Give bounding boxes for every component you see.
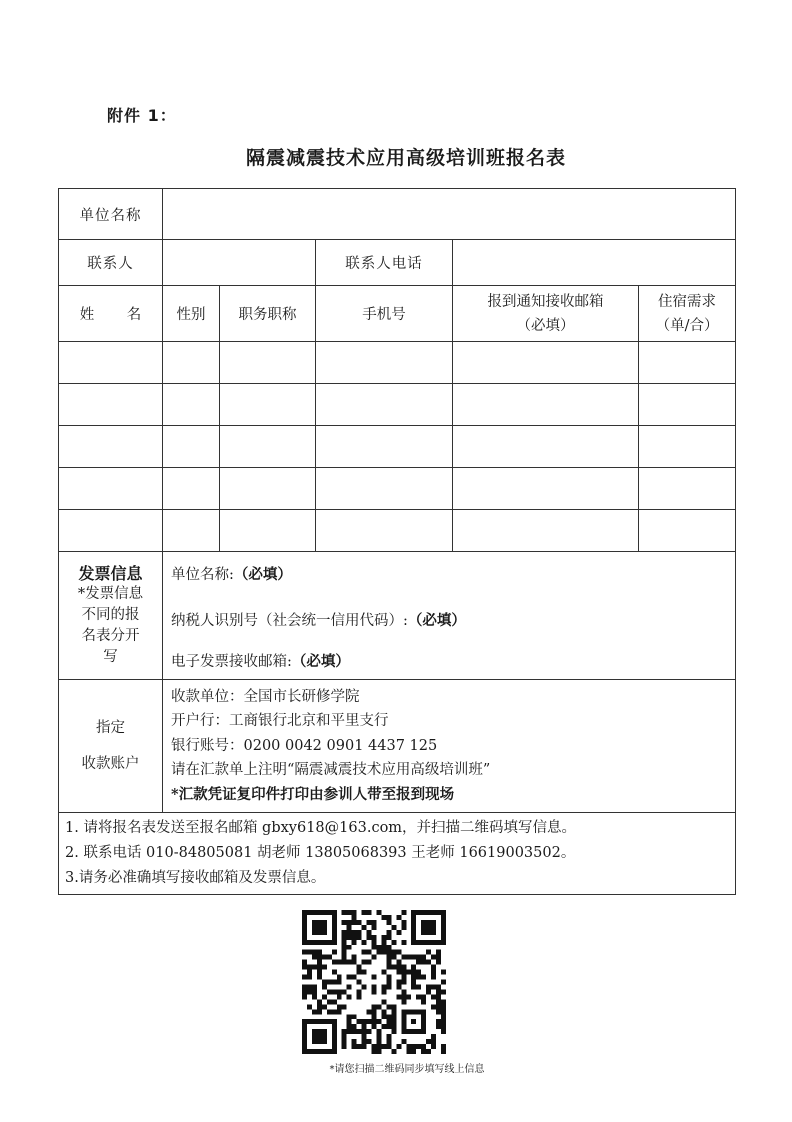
cell-lodging[interactable]	[639, 468, 736, 510]
form-title: 隔震减震技术应用高级培训班报名表	[245, 147, 566, 169]
participant-row	[59, 468, 736, 510]
col-header-email	[453, 286, 639, 342]
notes-section	[59, 813, 736, 895]
col-header-email-line2: （必填）	[516, 317, 575, 334]
cell-name[interactable]	[59, 342, 163, 384]
attachment-label: 附件 1：	[107, 106, 177, 125]
invoice-taxpayer-required: （必填）	[407, 612, 466, 629]
invoice-fields	[163, 552, 736, 680]
account-section-label	[59, 680, 163, 813]
cell-lodging[interactable]	[639, 342, 736, 384]
invoice-unit-name-required: （必填）	[233, 566, 292, 583]
invoice-unit-name-field[interactable]	[171, 552, 735, 598]
cell-gender[interactable]	[163, 384, 220, 426]
cell-position[interactable]	[220, 426, 316, 468]
contact-phone-field[interactable]	[453, 240, 736, 286]
note-line: 1. 请将报名表发送至报名邮箱 gbxy618@163.com，并扫描二维码填写信息。	[65, 820, 577, 836]
cell-mobile[interactable]	[316, 510, 453, 552]
account-payee: 收款单位：全国市长研修学院	[171, 688, 360, 705]
cell-email[interactable]	[453, 468, 639, 510]
contact-field[interactable]	[163, 240, 316, 286]
cell-lodging[interactable]	[639, 510, 736, 552]
cell-mobile[interactable]	[316, 342, 453, 384]
account-label-line2: 收款账户	[81, 756, 140, 772]
cell-name[interactable]	[59, 426, 163, 468]
col-header-gender: 性别	[163, 286, 220, 342]
cell-mobile[interactable]	[316, 426, 453, 468]
cell-name[interactable]	[59, 384, 163, 426]
invoice-einvoice-field[interactable]	[171, 644, 735, 679]
cell-mobile[interactable]	[316, 468, 453, 510]
cell-email[interactable]	[453, 342, 639, 384]
cell-email[interactable]	[453, 426, 639, 468]
invoice-note-line2: 不同的报	[81, 607, 140, 623]
account-label-line1: 指定	[96, 720, 125, 736]
cell-position[interactable]	[220, 510, 316, 552]
registration-table	[58, 188, 736, 895]
invoice-taxpayer-field[interactable]	[171, 598, 735, 644]
cell-lodging[interactable]	[639, 384, 736, 426]
col-header-lodging-line2: （单/合）	[655, 317, 719, 334]
cell-name[interactable]	[59, 468, 163, 510]
account-voucher-note: *汇款凭证复印件打印由参训人带至报到现场	[171, 785, 455, 803]
participant-row	[59, 426, 736, 468]
note-line: 3.请务必准确填写接收邮箱及发票信息。	[65, 870, 326, 886]
invoice-heading: 发票信息	[78, 564, 143, 583]
contact-phone-label: 联系人电话	[316, 240, 453, 286]
invoice-note-line4: 写	[103, 649, 118, 665]
unit-name-label: 单位名称	[59, 189, 163, 240]
invoice-einvoice-required: （必填）	[291, 652, 350, 670]
cell-position[interactable]	[220, 384, 316, 426]
invoice-taxpayer-prefix: 纳税人识别号（社会统一信用代码）:	[171, 613, 408, 629]
unit-name-field[interactable]	[163, 189, 736, 240]
invoice-unit-name-prefix: 单位名称:	[171, 567, 234, 583]
cell-lodging[interactable]	[639, 426, 736, 468]
account-details	[163, 680, 736, 813]
col-header-mobile: 手机号	[316, 286, 453, 342]
cell-position[interactable]	[220, 468, 316, 510]
participant-row	[59, 510, 736, 552]
participant-row	[59, 384, 736, 426]
cell-gender[interactable]	[163, 510, 220, 552]
contact-label: 联系人	[59, 240, 163, 286]
invoice-section-label	[59, 552, 163, 680]
qr-caption: *请您扫描二维码同步填写线上信息	[329, 1064, 485, 1075]
invoice-note-line3: 名表分开	[81, 628, 140, 644]
account-remark: 请在汇款单上注明“隔震减震技术应用高级培训班”	[171, 762, 491, 779]
col-header-email-line1: 报到通知接收邮箱	[487, 293, 604, 310]
cell-gender[interactable]	[163, 342, 220, 384]
note-line: 2. 联系电话 010-84805081 胡老师 13805068393 王老师 16619003502。	[65, 845, 576, 861]
account-number: 银行账号：0200 0042 0901 4437 125	[171, 737, 438, 754]
invoice-einvoice-prefix: 电子发票接收邮箱:	[171, 653, 292, 670]
col-header-position: 职务职称	[220, 286, 316, 342]
col-header-lodging	[639, 286, 736, 342]
invoice-note-line1: *发票信息	[77, 586, 144, 602]
col-header-name: 姓 名	[59, 286, 163, 342]
participant-row	[59, 342, 736, 384]
cell-position[interactable]	[220, 342, 316, 384]
account-bank: 开户行：工商银行北京和平里支行	[171, 713, 389, 730]
col-header-lodging-line1: 住宿需求	[658, 293, 717, 310]
cell-name[interactable]	[59, 510, 163, 552]
cell-mobile[interactable]	[316, 384, 453, 426]
qr-code-image[interactable]	[302, 910, 446, 1054]
cell-gender[interactable]	[163, 468, 220, 510]
cell-gender[interactable]	[163, 426, 220, 468]
cell-email[interactable]	[453, 510, 639, 552]
cell-email[interactable]	[453, 384, 639, 426]
